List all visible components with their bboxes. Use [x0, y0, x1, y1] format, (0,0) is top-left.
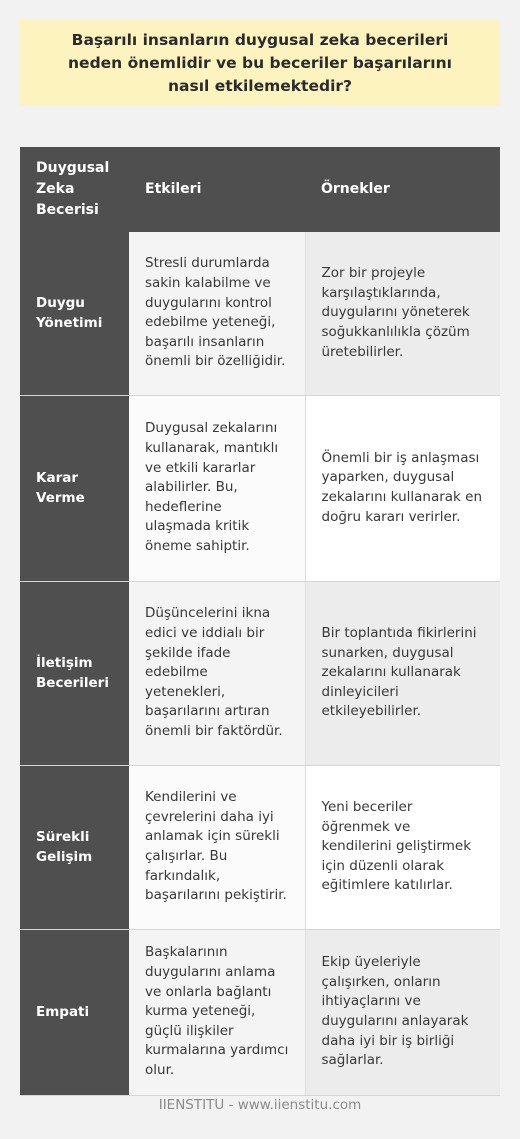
skill-cell: Sürekli Gelişim	[20, 765, 129, 929]
table-row	[20, 581, 500, 765]
skill-cell: İletişim Becerileri	[20, 581, 129, 765]
header-example: Örnekler	[305, 147, 500, 232]
skill-cell: Empati	[20, 929, 129, 1095]
table-row	[20, 395, 500, 581]
table-row	[20, 232, 500, 395]
effect-cell: Kendilerini ve çevrelerini daha iyi anlamak için sürekli çalışırlar. Bu farkındalık, başarılarını pekiştirir.	[129, 765, 305, 929]
footer-credit: IIENSTITU - www.iienstitu.com	[158, 1097, 362, 1113]
skill-cell: Karar Verme	[20, 395, 129, 581]
header-effect: Etkileri	[129, 147, 305, 232]
title-banner	[20, 20, 500, 106]
effect-cell: Düşüncelerini ikna edici ve iddialı bir şekilde ifade edebilme yetenekleri, başarılarını artıran önemli bir faktördür.	[129, 581, 305, 765]
page-title: Başarılı insanların duygusal zeka becerileri neden önemlidir ve bu beceriler başarılarını nasıl etkilemektedir?	[68, 30, 452, 95]
example-cell: Ekip üyeleriyle çalışırken, onların ihtiyaçlarını ve duygularını anlayarak daha iyi bir iş birliği sağlarlar.	[305, 929, 500, 1095]
header-skill: Duygusal Zeka Becerisi	[20, 147, 129, 232]
effect-cell: Başkalarının duygularını anlama ve onlarla bağlantı kurma yeteneği, güçlü ilişkiler kurmalarına yardımcı olur.	[129, 929, 305, 1095]
example-cell: Önemli bir iş anlaşması yaparken, duygusal zekalarını kullanarak en doğru kararı verirler.	[305, 395, 500, 581]
table-header-row	[20, 147, 500, 232]
table-row	[20, 929, 500, 1095]
skill-cell: Duygu Yönetimi	[20, 232, 129, 395]
table-row	[20, 765, 500, 929]
example-cell: Bir toplantıda fikirlerini sunarken, duygusal zekalarını kullanarak dinleyicileri etkileyebilirler.	[305, 581, 500, 765]
example-cell: Zor bir projeyle karşılaştıklarında, duygularını yöneterek soğukkanlılıkla çözüm üretebilirler.	[305, 232, 500, 395]
effect-cell: Duygusal zekalarını kullanarak, mantıklı ve etkili kararlar alabilirler. Bu, hedeflerine ulaşmada kritik öneme sahiptir.	[129, 395, 305, 581]
example-cell: Yeni beceriler öğrenmek ve kendilerini geliştirmek için düzenli olarak eğitimlere katılırlar.	[305, 765, 500, 929]
skills-table	[20, 147, 500, 1096]
effect-cell: Stresli durumlarda sakin kalabilme ve duygularını kontrol edebilme yeteneği, başarılı insanların önemli bir özelliğidir.	[129, 232, 305, 395]
